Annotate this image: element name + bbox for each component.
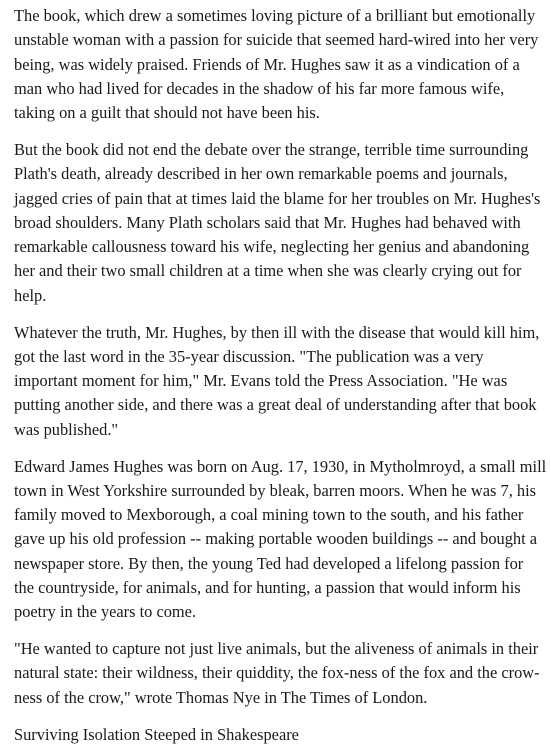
article-paragraph-2: But the book did not end the debate over the strange, terrible time surrounding Plath's death, already described in her own remarkable poems and journals, jagged cries of pain that at times laid the blame for her troubles on Mr. Hughes's broad shoulders. Many Plath scholars said that Mr. Hughes had behaved with remarkable callousness toward his wife, neglecting her genius and abandoning her and their two small children at a time when she was clearly crying out for help. bbox=[14, 139, 541, 305]
article-paragraph-4: Edward James Hughes was born on Aug. 17, 1930, in Mytholmroyd, a small mill town in West Yorkshire surrounded by bleak, barren moors. When he was 7, his family moved to Mexborough, a coal mining town to the south, and his father gave up his old profession -- making portable wooden buildings -- and bought a newspaper store. By then, the young Ted had developed a lifelong passion for the countryside, for animals, and for hunting, a passion that would inform his poetry in the years to come. bbox=[14, 456, 547, 622]
section-subheading: Surviving Isolation Steeped in Shakespeare bbox=[14, 724, 299, 744]
article-paragraph-5: "He wanted to capture not just live animals, but the aliveness of animals in their natural state: their wildness, their quiddity, the fox-ness of the fox and the crow-ness of the crow," wrote Thomas Nye in The Times of London. bbox=[14, 639, 540, 707]
article-paragraph-1: The book, which drew a sometimes loving picture of a brilliant but emotionally unstable woman with a passion for suicide that seemed hard-wired into her very being, was widely praised. Friends of Mr. Hughes saw it as a vindication of a man who had lived for decades in the shadow of his far more famous wife, taking on a guilt that should not have been his. bbox=[14, 6, 539, 123]
article-paragraph-3: Whatever the truth, Mr. Hughes, by then ill with the disease that would kill him, got the last word in the 35-year discussion. "The publication was a very important moment for him," Mr. Evans told the Press Association. "He was putting another side, and there was a great deal of understanding after that book was published." bbox=[14, 322, 540, 439]
